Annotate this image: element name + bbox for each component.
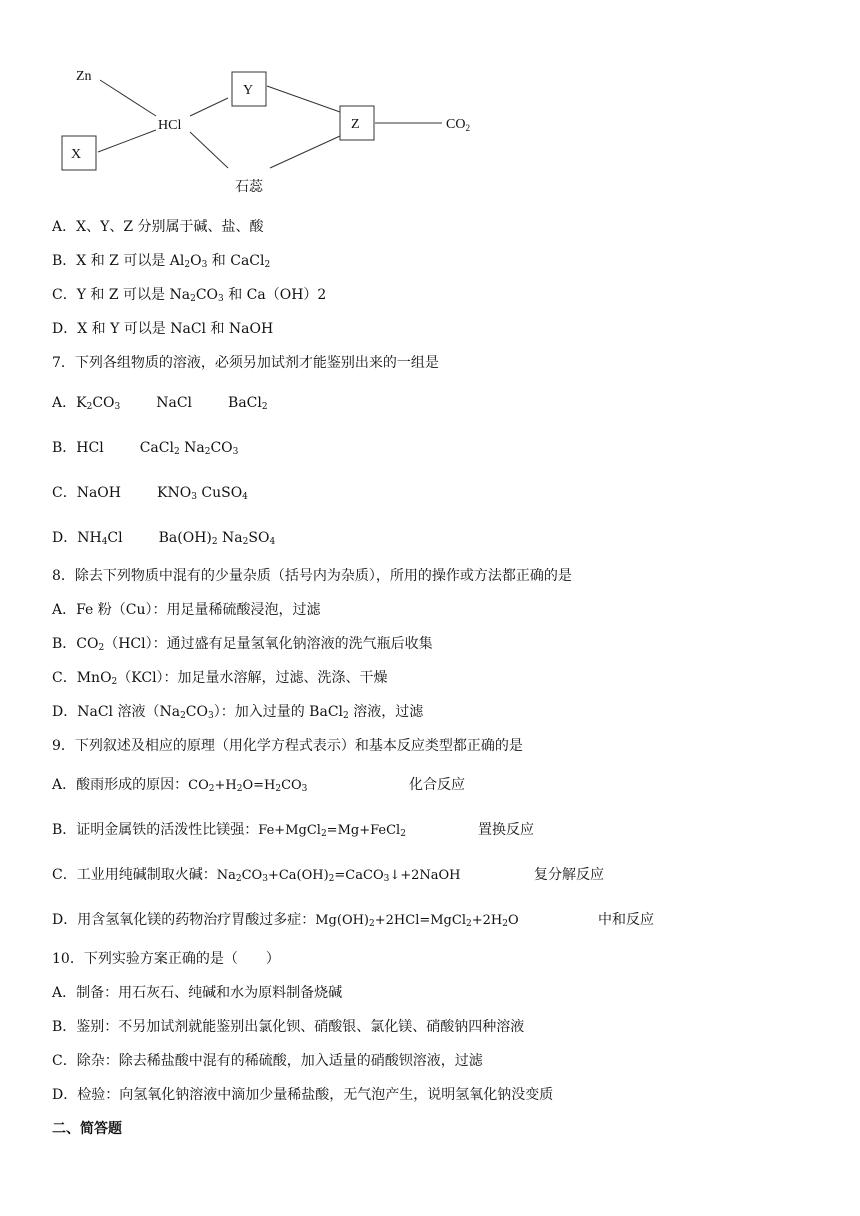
- node-z: Z: [351, 117, 360, 132]
- q9-option-d-type: 中和反应: [598, 912, 654, 928]
- connector-x-hcl: [98, 130, 156, 152]
- q7-option-d: D．$NH_4Cl$ $Ba(OH)_2$ $Na_2SO_4$: [52, 530, 276, 547]
- q9-option-b-type: 置换反应: [478, 822, 534, 838]
- q8-option-b: B．$CO_2(HCl)$：通过盛有足量氢氧化钠溶液的洗气瓶后收集: [52, 636, 433, 653]
- q9-option-b-equation: Fe+MgCl$_2$=Mg+FeCl$_2$: [258, 823, 406, 839]
- q8-option-d: D．NaCl 溶液$(Na_2CO_3)$：加入过量的 BaCl$_2$ 溶液，过滤: [52, 704, 424, 721]
- q10-option-b: B．鉴别：不另加试剂就能鉴别出氯化钡、硝酸银、氯化镁、硝酸钠四种溶液: [52, 1019, 525, 1035]
- q10-option-c: C．除杂：除去稀盐酸中混有的稀硫酸，加入适量的硝酸钡溶液，过滤: [52, 1053, 483, 1069]
- q6-option-d: D．X 和 Y 可以是 NaCl 和 NaOH: [52, 321, 274, 337]
- q8-option-a: A．Fe 粉（Cu）：用足量稀硫酸浸泡，过滤: [52, 602, 321, 618]
- q9-option-a: [52, 775, 465, 796]
- node-litmus: 石蕊: [235, 180, 263, 195]
- q9-option-c-type: 复分解反应: [534, 867, 604, 883]
- node-zn: Zn: [76, 69, 92, 84]
- connector-hcl-y: [190, 98, 228, 116]
- q7-option-a: A．$K_2CO_3$ NaCl BaCl$_2$: [52, 395, 268, 412]
- connector-y-z: [267, 86, 340, 112]
- q8-option-c: C．MnO$_2$（KCl）：加足量水溶解，过滤、洗涤、干燥: [52, 670, 388, 687]
- q9-option-d-equation: $Mg(OH)_2+2HCl=MgCl_2+2H_2O$: [315, 913, 519, 929]
- q9-stem: 9．下列叙述及相应的原理（用化学方程式表示）和基本反应类型都正确的是: [52, 738, 523, 754]
- section-heading-short-answer: 二、简答题: [52, 1121, 122, 1137]
- node-y: Y: [243, 83, 254, 98]
- diagram-connectors: [98, 80, 442, 168]
- q9-option-b-text: B．证明金属铁的活泼性比镁强：: [52, 822, 259, 838]
- q9-option-d: [52, 910, 654, 931]
- q10-option-d: D．检验：向氢氧化钠溶液中滴加少量稀盐酸，无气泡产生，说明氢氧化钠没变质: [52, 1087, 554, 1103]
- q6-option-c: C．Y 和 Z 可以是 $Na_2CO_3$ 和 Ca（OH）2: [52, 287, 327, 304]
- q8-stem: 8．除去下列物质中混有的少量杂质（括号内为杂质），所用的操作或方法都正确的是: [52, 568, 572, 584]
- connector-litmus-z: [270, 136, 340, 168]
- reaction-diagram: [60, 60, 490, 200]
- q7-option-c: C．NaOH $KNO_3$ CuSO$_4$: [52, 485, 248, 502]
- node-hcl: HCl: [158, 118, 182, 133]
- q9-option-c-equation: $Na_2CO_3+Ca(OH)_2=CaCO_3↓+2NaOH$: [216, 868, 461, 884]
- q6-option-a: A．X、Y、Z 分别属于碱、盐、酸: [52, 219, 264, 235]
- q6-option-b: B．X 和 Z 可以是 $Al_2O_3$ 和 CaCl$_2$: [52, 253, 271, 270]
- q9-option-c-text: C．工业用纯碱制取火碱：: [52, 867, 217, 883]
- q9-option-a-text: A．酸雨形成的原因：: [52, 777, 189, 793]
- q7-stem: 7．下列各组物质的溶液，必须另加试剂才能鉴别出来的一组是: [52, 355, 439, 371]
- q10-option-a: A．制备：用石灰石、纯碱和水为原料制备烧碱: [52, 985, 343, 1001]
- node-x: X: [71, 147, 82, 162]
- q9-option-b: [52, 820, 534, 841]
- connector-zn-hcl: [100, 80, 156, 116]
- connector-hcl-litmus: [190, 132, 228, 168]
- q9-option-c: [52, 865, 604, 886]
- q9-option-a-type: 化合反应: [409, 777, 465, 793]
- q7-option-b: B．HCl CaCl$_2$ $Na_2CO_3$: [52, 440, 239, 457]
- q10-stem: 10．下列实验方案正确的是（ ）: [52, 951, 280, 967]
- node-co2: $CO_2$: [446, 117, 470, 133]
- q9-option-d-text: D．用含氢氧化镁的药物治疗胃酸过多症：: [52, 912, 316, 928]
- q9-option-a-equation: $CO_2+H_2O=H_2CO_3$: [188, 778, 308, 794]
